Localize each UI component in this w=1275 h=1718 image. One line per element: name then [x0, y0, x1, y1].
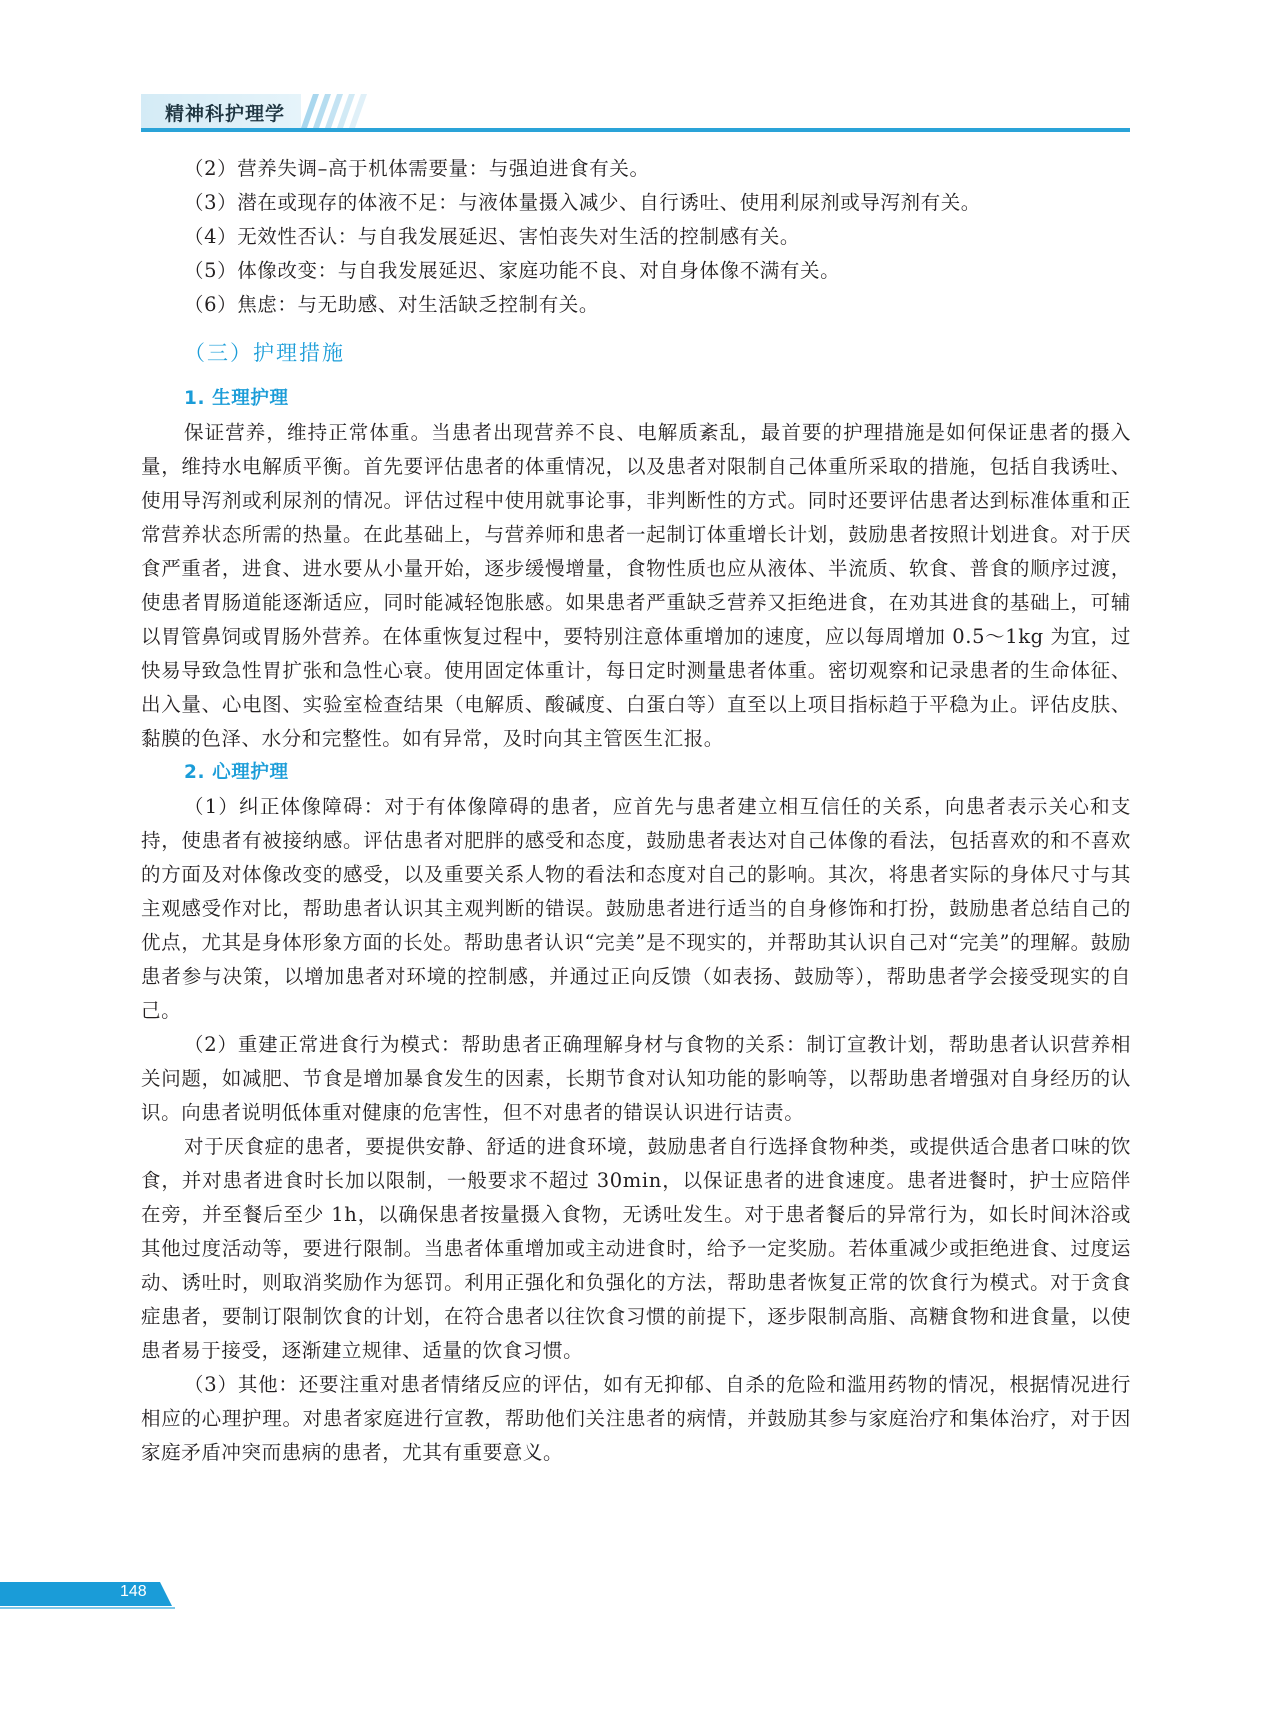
diagnosis-item: （3）潜在或现存的体液不足：与液体量摄入减少、自行诱吐、使用利尿剂或导泻剂有关。 [184, 191, 981, 214]
running-header [141, 94, 1130, 132]
paragraph: （1）纠正体像障碍：对于有体像障碍的患者，应首先与患者建立相互信任的关系，向患者表示关心和支持，使患者有被接纳感。评估患者对肥胖的感受和态度，鼓励患者表达对自己体像的看法，包括喜欢的和不喜欢的方面及对体像改变的感受，以及重要关系人物的看法和态度对自己的影响。其次，将患者实际的身体尺寸与其主观感受作对比，帮助患者认识其主观判断的错误。鼓励患者进行适当的自身修饰和打扮，鼓励患者总结自己的优点，尤其是身体形象方面的长处。帮助患者认识“完美”是不现实的，并帮助其认识自己对“完美”的理解。鼓励患者参与决策，以增加患者对环境的控制感，并通过正向反馈（如表扬、鼓励等），帮助患者学会接受现实的自己。 [141, 795, 1131, 1022]
subheading-physiological-care: 1. 生理护理 [184, 388, 289, 409]
diagnosis-item: （6）焦虑：与无助感、对生活缺乏控制有关。 [184, 293, 600, 316]
page-number: 148 [120, 1583, 147, 1600]
section-heading: （三）护理措施 [184, 341, 345, 365]
subheading-psychological-care: 2. 心理护理 [184, 762, 289, 783]
diagnosis-item: （4）无效性否认：与自我发展延迟、害怕丧失对生活的控制感有关。 [184, 225, 801, 248]
paragraph: （2）重建正常进食行为模式：帮助患者正确理解身材与食物的关系：制订宣教计划，帮助患者认识营养相关问题，如减肥、节食是增加暴食发生的因素，长期节食对认知功能的影响等，以帮助患者增强对自身经历的认识。向患者说明低体重对健康的危害性，但不对患者的错误认识进行诘责。 [141, 1033, 1131, 1124]
diagnosis-item: （5）体像改变：与自我发展延迟、家庭功能不良、对自身体像不满有关。 [184, 259, 841, 282]
page-tab-shape [0, 1580, 175, 1610]
paragraph: （3）其他：还要注重对患者情绪反应的评估，如有无抑郁、自杀的危险和滥用药物的情况，根据情况进行相应的心理护理。对患者家庭进行宣教，帮助他们关注患者的病情，并鼓励其参与家庭治疗和集体治疗，对于因家庭矛盾冲突而患病的患者，尤其有重要意义。 [141, 1373, 1131, 1464]
page-content [141, 152, 1131, 1470]
header-tab [141, 94, 301, 130]
paragraph: 保证营养，维持正常体重。当患者出现营养不良、电解质紊乱，最首要的护理措施是如何保证患者的摄入量，维持水电解质平衡。首先要评估患者的体重情况，以及患者对限制自己体重所采取的措施，包括自我诱吐、使用导泻剂或利尿剂的情况。评估过程中使用就事论事，非判断性的方式。同时还要评估患者达到标准体重和正常营养状态所需的热量。在此基础上，与营养师和患者一起制订体重增长计划，鼓励患者按照计划进食。对于厌食严重者，进食、进水要从小量开始，逐步缓慢增量，食物性质也应从液体、半流质、软食、普食的顺序过渡，使患者胃肠道能逐渐适应，同时能减轻饱胀感。如果患者严重缺乏营养又拒绝进食，在劝其进食的基础上，可辅以胃管鼻饲或胃肠外营养。在体重恢复过程中，要特别注意体重增加的速度，应以每周增加 0.5～1kg 为宜，过快易导致急性胃扩张和急性心衰。使用固定体重计，每日定时测量患者体重。密切观察和记录患者的生命体征、出入量、心电图、实验室检查结果（电解质、酸碱度、白蛋白等）直至以上项目指标趋于平稳为止。评估皮肤、黏膜的色泽、水分和完整性。如有异常，及时向其主管医生汇报。 [141, 421, 1131, 750]
book-title: 精神科护理学 [165, 103, 286, 125]
paragraph: 对于厌食症的患者，要提供安静、舒适的进食环境，鼓励患者自行选择食物种类，或提供适合患者口味的饮食，并对患者进食时长加以限制，一般要求不超过 30min，以保证患者的进食速度。患者进餐时，护士应陪伴在旁，并至餐后至少 1h，以确保患者按量摄入食物，无诱吐发生。对于患者餐后的异常行为，如长时间沐浴或其他过度活动等，要进行限制。当患者体重增加或主动进食时，给予一定奖励。若体重减少或拒绝进食、过度运动、诱吐时，则取消奖励作为惩罚。利用正强化和负强化的方法，帮助患者恢复正常的饮食行为模式。对于贪食症患者，要制订限制饮食的计划，在符合患者以往饮食习惯的前提下，逐步限制高脂、高糖食物和进食量，以使患者易于接受，逐渐建立规律、适量的饮食习惯。 [141, 1135, 1131, 1362]
header-rule [141, 128, 1130, 132]
header-stripes-decoration [291, 94, 381, 128]
diagnosis-item: （2）营养失调–高于机体需要量：与强迫进食有关。 [184, 157, 650, 180]
page-number-tab [0, 1580, 175, 1610]
